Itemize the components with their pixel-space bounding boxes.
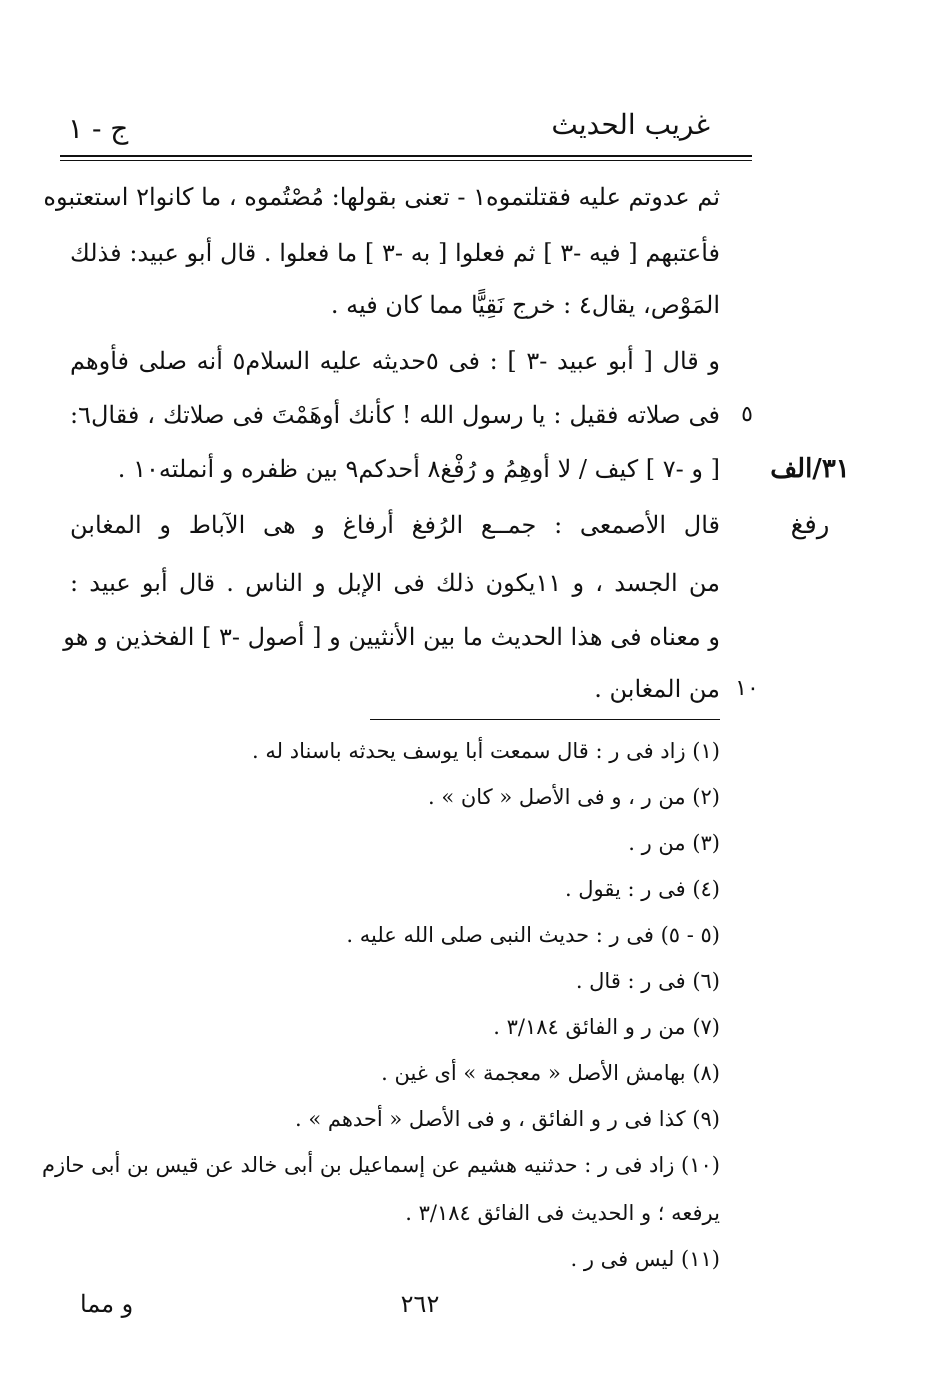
footnote-9: (٩) كذا فى ر و الفائق ، و فى الأصل « أحدهم » . xyxy=(294,1107,720,1131)
catchword: و مما xyxy=(80,1290,134,1318)
footnote-1: (١) زاد فى ر : قال سمعت أبا يوسف يحدثه باسناد له . xyxy=(252,739,720,763)
footnote-5: (٥ - ٥) فى ر : حديث النبى صلى الله عليه . xyxy=(346,923,720,947)
volume-label: ج - ١ xyxy=(68,112,129,145)
footnote-3: (٣) من ر . xyxy=(628,831,720,855)
margin-keyword: رفغ xyxy=(790,510,830,540)
body-line-7: قال الأصمعى : جمــع الرُفغ أرفاغ و هى الآباط و المغابن xyxy=(70,511,720,539)
book-title: غريب الحديث xyxy=(551,108,710,141)
line-number-10: ١٠ xyxy=(735,676,759,701)
footnote-7: (٧) من ر و الفائق ٣/١٨٤ . xyxy=(493,1015,720,1039)
header-rule-thin xyxy=(60,160,752,161)
footnote-2: (٢) من ر ، و فى الأصل « كان » . xyxy=(427,785,720,809)
body-line-9: و معناه فى هذا الحديث ما بين الأنثيين و [ أصول -٣ ] الفخذين و هو xyxy=(63,623,720,651)
footnote-8: (٨) بهامش الأصل « معجمة » أى غين . xyxy=(381,1061,720,1085)
footnote-11: (١١) ليس فى ر . xyxy=(570,1247,720,1271)
footnote-rule xyxy=(370,719,720,720)
footnote-4: (٤) فى ر : يقول . xyxy=(564,877,720,901)
margin-folio: ٣١/الف xyxy=(770,454,850,484)
page-header xyxy=(60,104,750,154)
body-line-3: المَوْص، يقال٤ : خرج نَقِيًّا مما كان فيه . xyxy=(330,291,720,319)
body-line-6: [ و -٧ ] كيف / لا أوهِمُ و رُفْغ٨ أحدكم٩ بين ظفره و أنملته١٠ . xyxy=(117,455,720,483)
body-line-5: فى صلاته فقيل : يا رسول الله ! كأنك أوهَمْتَ فى صلاتك ، فقال٦: xyxy=(70,401,720,429)
body-line-1: ثم عدوتم عليه فقتلتموه١ - تعنى بقولها: مُصْتُموه ، ما كانوا٢ استعتبوه xyxy=(43,183,720,211)
footnote-10: (١٠) زاد فى ر : حدثنيه هشيم عن إسماعيل بن أبى خالد عن قيس بن أبى حازم xyxy=(41,1153,720,1177)
page-number: ٢٦٢ xyxy=(400,1290,440,1318)
body-line-2: فأعتبهم [ فيه -٣ ] ثم فعلوا [ به -٣ ] ما فعلوا . قال أبو عبيد: فذلك xyxy=(70,239,720,267)
body-line-4: و قال [ أبو عبيد -٣ ] : فى ٥حديثه عليه السلام٥ أنه صلى فأوهم xyxy=(70,347,720,375)
line-number-5: ٥ xyxy=(741,402,753,427)
header-rule-thick xyxy=(60,155,752,157)
body-line-10: من المغابن . xyxy=(594,675,720,703)
body-line-8: من الجسد ، و ١١يكون ذلك فى الإبل و الناس . قال أبو عبيد : xyxy=(70,569,720,597)
footnote-10-continued: يرفعه ؛ و الحديث فى الفائق ٣/١٨٤ . xyxy=(405,1201,720,1225)
footnote-6: (٦) فى ر : قال . xyxy=(575,969,720,993)
